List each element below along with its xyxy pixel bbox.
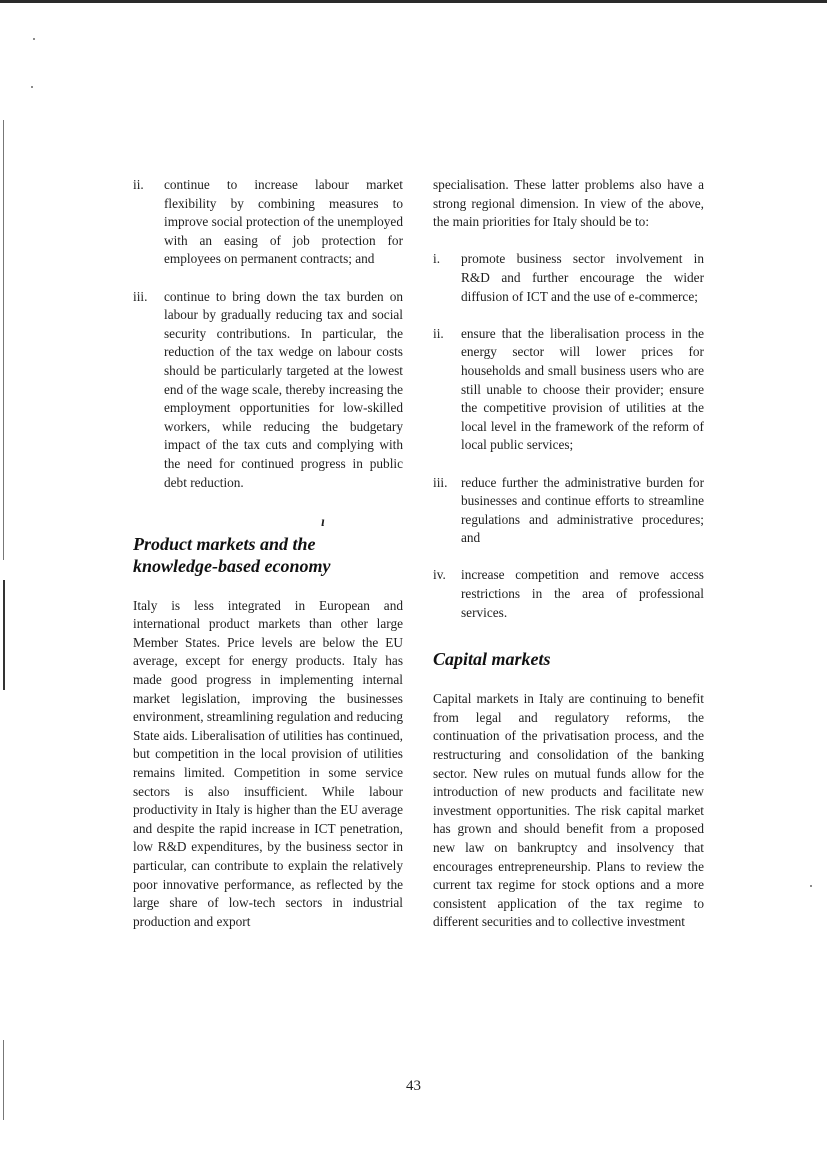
heading-line: Product markets and the	[133, 533, 316, 554]
scan-edge-mark	[3, 580, 5, 690]
scan-dust	[31, 86, 33, 88]
heading-line: knowledge-based economy	[133, 555, 331, 576]
list-marker: iv.	[433, 567, 446, 583]
top-border-rule	[0, 0, 827, 3]
list-item-text: reduce further the administrative burden for businesses and continue efforts to streamline regulations and administrative procedures; and	[461, 474, 704, 546]
list-item	[433, 566, 704, 622]
list-item-text: continue to bring down the tax burden on labour by gradually reducing tax and social security contributions. In particular, the reduction of the tax wedge on labour costs should be particularly targeted at the lowest end of the wage scale, thereby increasing the employment opportunities for low-skilled workers, while reducing the budgetary impact of the tax cuts and complying with the need for continued progress in public debt reduction.	[164, 288, 403, 490]
list-item-text: promote business sector involvement in R&D and further encourage the wider diffusion of ICT and the use of e-commerce;	[461, 251, 704, 304]
body-paragraph: Capital markets in Italy are continuing to benefit from legal and regulatory reforms, the continuation of the privatisation process, and the restructuring and consolidation of the banking sector. New rules on mutual funds allow for the introduction of new products and facilitate new investment opportunities. The risk capital market has grown and should benefit from a proposed new law on bankruptcy and insolvency that encourages entrepreneurship. Plans to review the current tax regime for stock options and a more consistent application of the tax regime to different securities and to collective investment	[433, 691, 704, 930]
section-heading-product-markets	[133, 533, 403, 577]
list-marker: i.	[433, 251, 441, 267]
list-marker: ii.	[433, 325, 444, 341]
list-marker: iii.	[433, 474, 448, 490]
left-column	[133, 176, 403, 950]
body-paragraph: Italy is less integrated in European and international product markets than other large Member States. Price levels are below the EU average, except for energy products. Italy has made good progress in implementing internal market legislation, improving the businesses environment, streamlining regulation and reducing State aids. Liberalisation of utilities has continued, but competition in the local provision of utilities remains limited. Competition in some service sectors is also insufficient. While labour productivity in Italy is higher than the EU average and despite the rapid increase in ICT penetration, low R&D expenditures, by the business sector in particular, can contribute to explain the relatively poor innovative performance, as reflected by the large share of low-tech sectors in industrial production and export	[133, 597, 403, 929]
list-marker: ii.	[133, 177, 144, 192]
list-item	[433, 325, 704, 455]
section-heading-capital-markets: Capital markets	[433, 649, 551, 670]
list-item-text: ensure that the liberalisation process in the energy sector will lower prices for households and small business users who are still unable to choose their provider; ensure the competitive provision of utilities at the local level in the framework of the reform of local public services;	[461, 325, 704, 453]
list-item	[433, 474, 704, 548]
scan-edge-mark	[3, 120, 4, 560]
list-item	[133, 176, 403, 269]
scan-dust	[33, 38, 35, 40]
scan-dust	[810, 885, 812, 887]
right-column	[433, 176, 704, 951]
page-number: 43	[406, 1078, 421, 1094]
list-item	[133, 288, 403, 493]
list-item-text: increase competition and remove access restrictions in the area of professional services.	[461, 567, 704, 620]
list-item	[433, 250, 704, 306]
list-marker: iii.	[133, 288, 148, 304]
list-item-text: continue to increase labour market flexibility by combining measures to improve social protection of the unemployed with an easing of job protection for employees on permanent contracts; and	[164, 177, 403, 267]
body-paragraph: specialisation. These latter problems also have a strong regional dimension. In view of the above, the main priorities for Italy should be to:	[433, 177, 704, 230]
ornament-mark: ı	[321, 513, 325, 529]
